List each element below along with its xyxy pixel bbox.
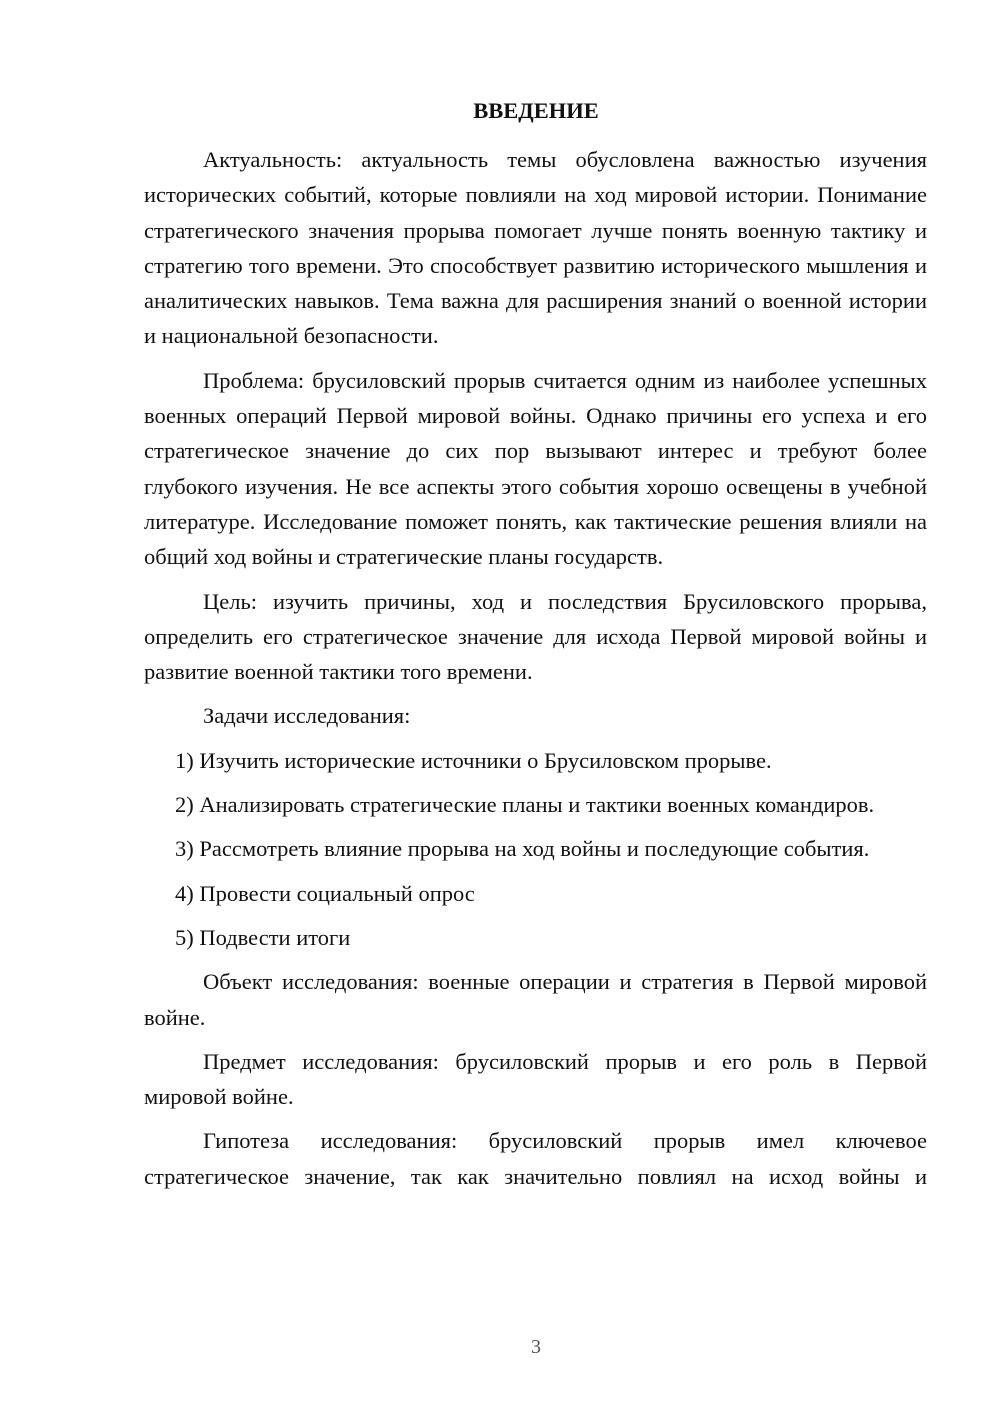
goal-paragraph: Цель: изучить причины, ход и последствия Брусиловского прорыва, определить его стратегическое значение для исхода Первой мировой войны и развитие военной тактики того времени.	[144, 588, 927, 685]
task-item: 3) Рассмотреть влияние прорыва на ход войны и последующие события.	[175, 836, 870, 862]
section-heading: ВВЕДЕНИЕ	[473, 98, 599, 123]
object-paragraph: Объект исследования: военные операции и стратегия в Первой мировой войне.	[144, 969, 927, 1030]
problem-paragraph: Проблема: брусиловский прорыв считается одним из наиболее успешных военных операций Первой мировой войны. Однако причины его успеха и его стратегическое значение до сих пор вызывают интерес и требуют более глубокого изучения. Не все аспекты этого события хорошо освещены в учебной литературе. Исследование поможет понять, как тактические решения влияли на общий ход войны и стратегические планы государств.	[144, 367, 927, 570]
subject-paragraph: Предмет исследования: брусиловский прорыв и его роль в Первой мировой войне.	[144, 1048, 927, 1110]
page-content	[144, 142, 927, 1203]
hypothesis-paragraph: Гипотеза исследования: брусиловский прорыв имел ключевое стратегическое значение, так как значительно повлиял на исход войны и	[144, 1128, 927, 1189]
task-item: 2) Анализировать стратегические планы и тактики военных командиров.	[175, 792, 875, 818]
task-item: 5) Подвести итоги	[175, 924, 351, 950]
page-number: 3	[531, 1336, 541, 1358]
task-item: 1) Изучить исторические источники о Брусиловском прорыве.	[175, 747, 772, 773]
relevance-paragraph: Актуальность: актуальность темы обусловлена важностью изучения исторических событий, которые повлияли на ход мировой истории. Понимание стратегического значения прорыва помогает лучше понять военную тактику и стратегию того времени. Это способствует развитию исторического мышления и аналитических навыков. Тема важна для расширения знаний о военной истории и национальной безопасности.	[144, 147, 927, 349]
task-item: 4) Провести социальный опрос	[175, 880, 475, 906]
tasks-heading: Задачи исследования:	[203, 703, 411, 729]
